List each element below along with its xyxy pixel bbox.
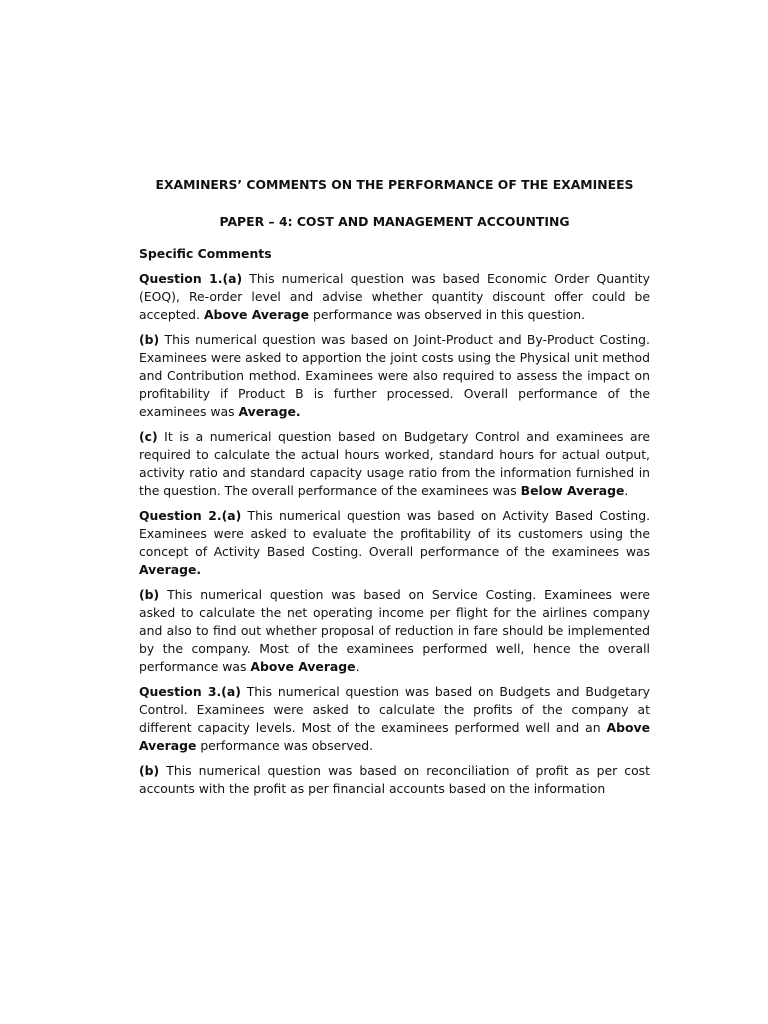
comment-text: This numerical question was based on reconciliation of profit as per cost accounts with the profit as per financial accounts based on the information (139, 763, 650, 796)
document-page (139, 176, 650, 805)
performance-rating: Above Average (139, 720, 650, 753)
performance-rating: Average. (238, 404, 301, 419)
comment-text: . (355, 659, 360, 674)
comment-text: It is a numerical question based on Budgetary Control and examinees are required to calculate the actual hours worked, standard hours for actual output, activity ratio and standard capacity usage ratio from the information furnished in the question. The overall performance of the examinees was (139, 429, 650, 498)
question-label: Question 1.(a) (139, 271, 243, 286)
question-label: (b) (139, 587, 160, 602)
comment-text: performance was observed in this question. (309, 307, 586, 322)
comment-paragraph-q3a (139, 683, 650, 755)
comment-paragraph-q2b (139, 586, 650, 676)
performance-rating: Average. (139, 562, 202, 577)
performance-rating: Above Average (203, 307, 310, 322)
comment-paragraph-q1b (139, 331, 650, 421)
question-label: Question 2.(a) (139, 508, 242, 523)
comment-text: This numerical question was based on Budgets and Budgetary Control. Examinees were asked to calculate the profits of the company at different capacity levels. Most of the examinees performed well and an (139, 684, 650, 735)
comment-text: This numerical question was based Economic Order Quantity (EOQ), Re-order level and advise whether quantity discount offer could be accepted. (139, 271, 650, 322)
comment-text: This numerical question was based on Activity Based Costing. Examinees were asked to evaluate the profitability of its customers using the concept of Activity Based Costing. Overall performance of the examinees was (139, 508, 651, 559)
comment-text: This numerical question was based on Joint-Product and By-Product Costing. Examinees were asked to apportion the joint costs using the Physical unit method and Contribution method. Examinees were also required to assess the impact on profitability if Product B is further processed. Overall performance of the examinees was (139, 332, 650, 419)
comment-paragraph-q2a (139, 507, 650, 579)
comment-text: This numerical question was based on Service Costing. Examinees were asked to calculate the net operating income per flight for the airlines company and also to find out whether proposal of reduction in fare should be implemented by the company. Most of the examinees performed well, hence the overall performance was (139, 587, 650, 674)
question-label: (b) (139, 763, 160, 778)
comment-paragraph-q3b (139, 762, 650, 798)
question-label: (c) (139, 429, 158, 444)
document-title: EXAMINERS’ COMMENTS ON THE PERFORMANCE OF THE EXAMINEES (155, 177, 634, 192)
comment-paragraph-q1c (139, 428, 650, 500)
section-heading: Specific Comments (139, 246, 272, 261)
comment-paragraph-q1a (139, 270, 650, 324)
performance-rating: Below Average (520, 483, 625, 498)
paper-title: PAPER – 4: COST AND MANAGEMENT ACCOUNTING (219, 214, 570, 229)
question-label: (b) (139, 332, 160, 347)
comment-text: . (624, 483, 629, 498)
performance-rating: Above Average (250, 659, 356, 674)
comment-text: performance was observed. (196, 738, 374, 753)
question-label: Question 3.(a) (139, 684, 241, 699)
